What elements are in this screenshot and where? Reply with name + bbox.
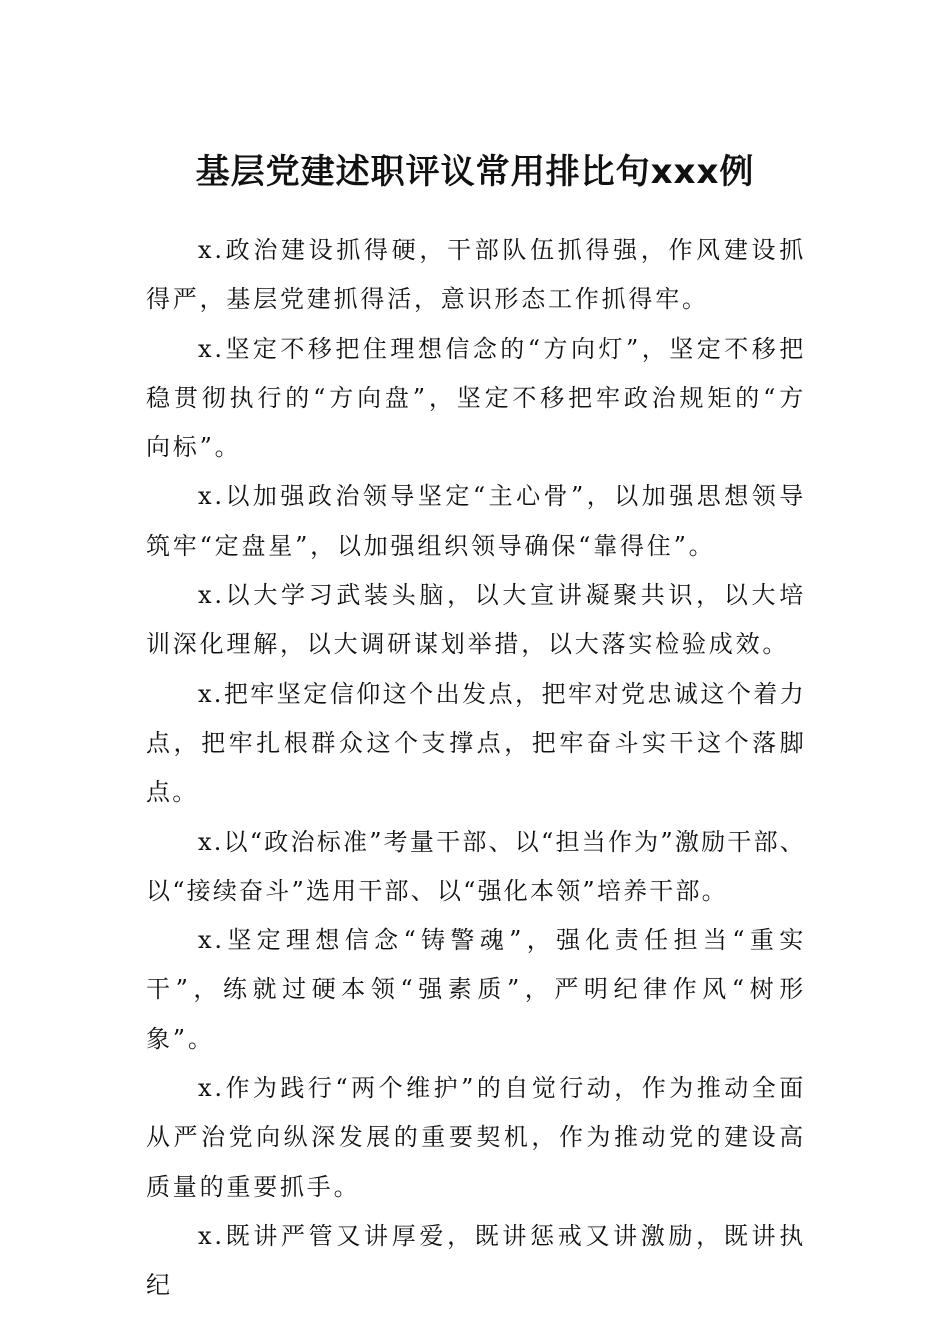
paragraph-4: x.以大学习武装头脑，以大宣讲凝聚共识，以大培训深化理解，以大调研谋划举措，以大落实检验成效。 (146, 581, 806, 659)
paragraph-2: x.坚定不移把住理想信念的“方向灯”，坚定不移把稳贯彻执行的“方向盘”，坚定不移把牢政治规矩的“方向标”。 (146, 334, 806, 462)
paragraph-8: x.作为践行“两个维护”的自觉行动，作为推动全面从严治党向纵深发展的重要契机，作为推动党的建设高质量的重要抓手。 (146, 1074, 806, 1201)
document-title: 基层党建述职评议常用排比句xxx例 (195, 152, 755, 192)
paragraph-9: x.既讲严管又讲厚爱，既讲惩戒又讲激励，既讲执纪 (146, 1221, 806, 1300)
paragraph-1: x.政治建设抓得硬，干部队伍抓得强，作风建设抓得严，基层党建抓得活，意识形态工作抓得牢。 (146, 236, 806, 314)
paragraph-5: x.把牢坚定信仰这个出发点，把牢对党忠诚这个着力点，把牢扎根群众这个支撑点，把牢奋斗实干这个落脚点。 (146, 679, 806, 807)
paragraph-3: x.以加强政治领导坚定“主心骨”，以加强思想领导筑牢“定盘星”，以加强组织领导确保“靠得住”。 (146, 482, 806, 560)
document-body (146, 226, 806, 1311)
paragraph-7: x.坚定理想信念“铸警魂”，强化责任担当“重实干”，练就过硬本领“强素质”，严明纪律作风“树形象”。 (146, 926, 806, 1053)
paragraph-6: x.以“政治标准”考量干部、以“担当作为”激励干部、以“接续奋斗”选用干部、以“强化本领”培养干部。 (146, 827, 806, 905)
